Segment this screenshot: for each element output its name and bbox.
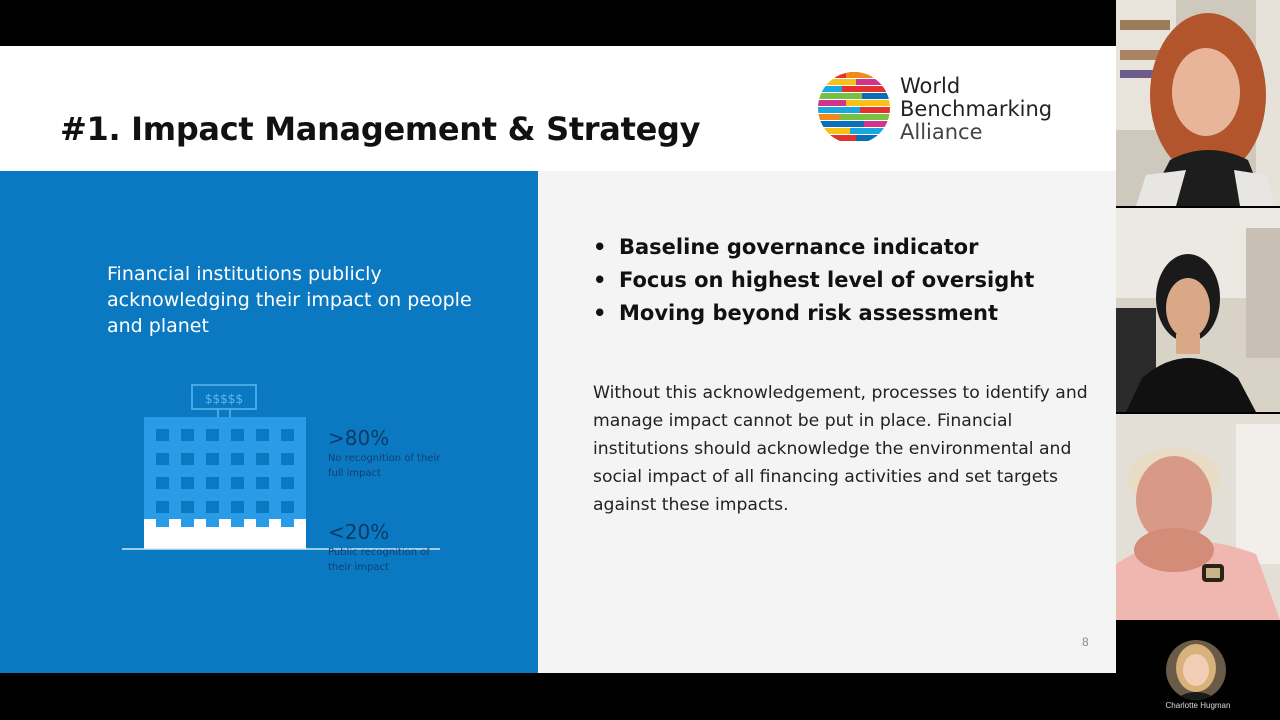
video-letterbox-bottom: [0, 673, 1116, 720]
participant-name-label: Charlotte Hugman: [1165, 701, 1231, 710]
building-window: [181, 519, 194, 527]
bullet-dot: •: [593, 235, 607, 259]
building-window: [281, 477, 294, 489]
key-points-list: [593, 231, 1034, 330]
wba-logo-mark-icon: [816, 70, 892, 146]
participant-video-tile[interactable]: [1116, 208, 1280, 412]
building-window: [156, 453, 169, 465]
building-window: [281, 429, 294, 441]
bullet-dot: •: [593, 268, 607, 292]
bullet-dot: •: [593, 301, 607, 325]
wba-logo: [816, 70, 1086, 150]
building-window: [156, 519, 169, 527]
building-window: [156, 501, 169, 513]
building-window: [206, 501, 219, 513]
shared-slide: [0, 46, 1116, 673]
building-window: [256, 429, 269, 441]
building-window: [206, 429, 219, 441]
building-window: [256, 519, 269, 527]
wba-logo-text: [900, 75, 1052, 144]
building-sign-text: $$$$$: [204, 392, 244, 406]
building-window: [256, 453, 269, 465]
building-window: [181, 429, 194, 441]
video-letterbox-top: [0, 0, 1116, 46]
logo-line-world: World: [900, 74, 961, 98]
bullet-item: • Moving beyond risk assessment: [593, 297, 1034, 330]
building-window: [231, 429, 244, 441]
stat-label-1: No recognition of their full impact: [328, 453, 441, 479]
logo-line-alliance: Alliance: [900, 120, 983, 144]
bullet-item: • Focus on highest level of oversight: [593, 264, 1034, 297]
building-window: [206, 453, 219, 465]
slide-title: #1. Impact Management & Strategy: [60, 110, 701, 148]
participant-video-feed: [1116, 414, 1280, 620]
participant-video-tile[interactable]: [1116, 0, 1280, 206]
stat-label-2: Public recognition of their impact: [328, 547, 430, 573]
text-panel: [538, 171, 1116, 673]
building-window: [206, 477, 219, 489]
logo-line-benchmarking: Benchmarking: [900, 97, 1053, 121]
infographic-heading: Financial institutions publicly acknowledging their impact on people and planet: [107, 263, 472, 337]
slide-body-text: Without this acknowledgement, processes to identify and manage impact cannot be put in place. Financial institutions should acknowledge the environmental and social impact of all financing activities and set targets against these impacts.: [593, 383, 1088, 515]
building-window: [206, 519, 219, 527]
building-window: [181, 453, 194, 465]
participant-video-tile[interactable]: [1116, 414, 1280, 620]
building-window: [231, 477, 244, 489]
stat-value-1: >80%: [328, 426, 390, 450]
building-window: [181, 501, 194, 513]
infographic-panel: [0, 171, 538, 673]
building-window: [256, 477, 269, 489]
building-window: [181, 477, 194, 489]
building-window: [231, 453, 244, 465]
building-window: [231, 501, 244, 513]
participant-video-feed: [1116, 0, 1280, 206]
participant-video-feed: [1116, 208, 1280, 412]
avatar-icon: [1166, 640, 1226, 700]
stat-value-2: <20%: [328, 520, 390, 544]
bullet-item: • Baseline governance indicator: [593, 231, 1034, 264]
building-window: [231, 519, 244, 527]
building-window: [156, 429, 169, 441]
participant-avatar: [1166, 640, 1226, 700]
slide-page-number: 8: [1082, 635, 1089, 649]
building-window: [281, 519, 294, 527]
building-window: [256, 501, 269, 513]
building-window: [281, 453, 294, 465]
building-window: [281, 501, 294, 513]
building-window: [156, 477, 169, 489]
